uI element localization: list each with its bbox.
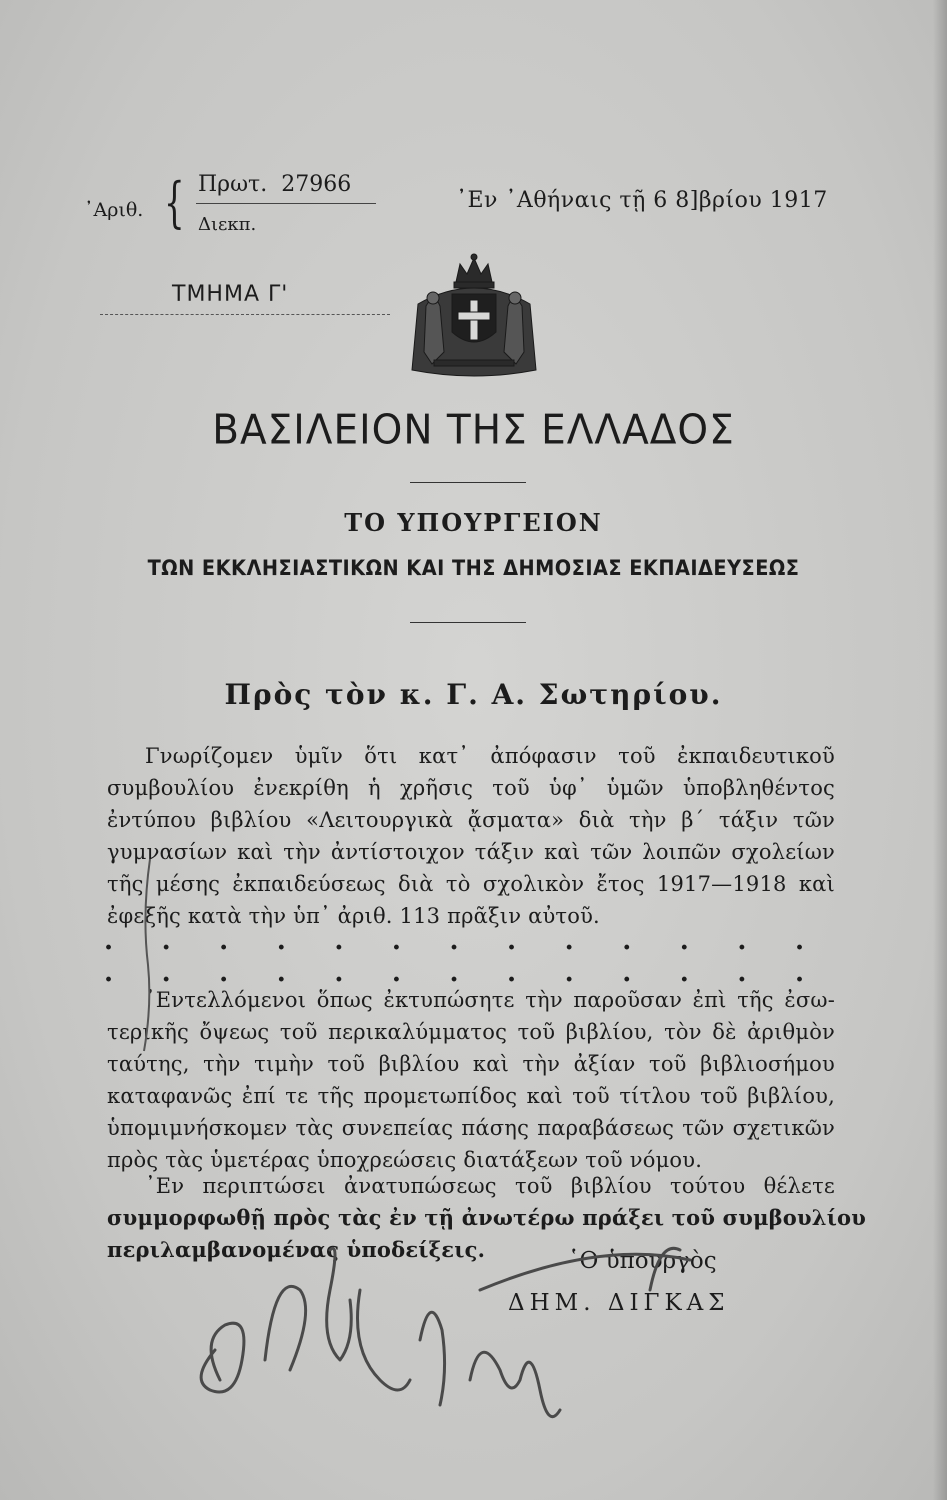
text-line: ὑπομιμνήσκομεν τὰς συνεπείας πάσης παραβάσεως τῶν σχετικῶν bbox=[107, 1116, 835, 1140]
protocol-number: 27966 bbox=[281, 172, 352, 197]
text-line: γυμνασίων καὶ τὴν ἀντίστοιχον τάξιν καὶ τῶν λοιπῶν σχολείων bbox=[107, 840, 835, 864]
dot: . bbox=[679, 958, 689, 988]
protocol-label: Πρωτ. bbox=[198, 172, 268, 197]
brace-icon: { bbox=[164, 171, 185, 234]
text-line: συμμορφωθῇ πρὸς τὰς ἐν τῇ ἀνωτέρω πράξει τοῦ συμβουλίου bbox=[107, 1205, 867, 1230]
dot: . bbox=[219, 926, 229, 956]
text-line: πρὸς τὰς ὑμετέρας ὑποχρεώσεις διατάξεων τοῦ νόμου. bbox=[107, 1148, 703, 1172]
handwritten-signature-icon bbox=[180, 1230, 740, 1480]
signature-title: ῾Ο ὑπουργὸς bbox=[568, 1248, 717, 1274]
subtitle-rule bbox=[410, 622, 526, 623]
dot: . bbox=[161, 926, 171, 956]
text-line: τῆς μέσης ἐκπαιδεύσεως διὰ τὸ σχολικὸν ἔτος 1917—1918 καὶ bbox=[107, 872, 835, 896]
dot: . bbox=[737, 958, 747, 988]
dot: . bbox=[104, 926, 114, 956]
royal-coat-of-arms-icon bbox=[404, 252, 544, 380]
text-line: ταύτης, τὴν τιμὴν τοῦ βιβλίου καὶ τὴν ἀξίαν τοῦ βιβλιοσήμου bbox=[107, 1052, 835, 1076]
dot: . bbox=[449, 926, 459, 956]
dot: . bbox=[276, 926, 286, 956]
text-line: ἐφεξῆς κατὰ τὴν ὑπ᾿ ἀριθ. 113 πρᾶξιν αὐτοῦ. bbox=[107, 904, 600, 928]
dot: . bbox=[334, 958, 344, 988]
paragraph-decision bbox=[107, 740, 835, 932]
dot: . bbox=[622, 926, 632, 956]
dot: . bbox=[737, 926, 747, 956]
text-line: τερικῆς ὄψεως τοῦ περικαλύμματος τοῦ βιβλίου, τὸν δὲ ἀριθμὸν bbox=[107, 1020, 835, 1044]
addressee: Πρὸς τὸν κ. Γ. Α. Σωτηρίου. bbox=[224, 678, 723, 711]
signature-name: ΔΗΜ. ΔΙΓΚΑΣ bbox=[508, 1290, 730, 1316]
text-line: συμβουλίου ἐνεκρίθη ἡ χρῆσις τοῦ ὑφ᾿ ὑμῶν ὑποβληθέντος bbox=[107, 776, 835, 800]
reference-block bbox=[84, 170, 384, 240]
dot: . bbox=[794, 926, 804, 956]
reference-rule bbox=[196, 203, 376, 204]
text-line: καταφανῶς ἐπί τε τῆς προμετωπίδος καὶ τοῦ τίτλου τοῦ βιβλίου, bbox=[107, 1084, 835, 1108]
text-line: ἐντύπου βιβλίου «Λειτουργικὰ ᾄσματα» διὰ τὴν β´ τάξιν τῶν bbox=[107, 808, 835, 832]
dot: . bbox=[391, 958, 401, 988]
dot: . bbox=[622, 958, 632, 988]
dot: . bbox=[104, 958, 114, 988]
page-edge-shadow bbox=[933, 0, 947, 1500]
ministry-title: ΤΟ ΥΠΟΥΡΓΕΙΟΝ bbox=[344, 508, 603, 537]
dot: . bbox=[564, 958, 574, 988]
dot: . bbox=[334, 926, 344, 956]
dot: . bbox=[391, 926, 401, 956]
text-line: ᾿Εν περιπτώσει ἀνατυπώσεως τοῦ βιβλίου τούτου θέλετε bbox=[145, 1174, 835, 1198]
document-date: ᾿Εν ᾿Αθήναις τῇ 6 8]βρίου 1917 bbox=[456, 188, 828, 213]
dot: . bbox=[276, 958, 286, 988]
protocol-line bbox=[198, 172, 351, 197]
ministry-subtitle: ΤΩΝ ΕΚΚΛΗΣΙΑΣΤΙΚΩΝ ΚΑΙ ΤΗΣ ΔΗΜΟΣΙΑΣ ΕΚΠΑΙΔΕΥΣΕΩΣ bbox=[147, 556, 800, 580]
section-rule bbox=[100, 314, 390, 315]
title-rule bbox=[410, 482, 526, 483]
diekp-label: Διεκπ. bbox=[198, 214, 257, 235]
margin-mark-icon bbox=[132, 855, 162, 1055]
section-label: ΤΜΗΜΑ Γ' bbox=[172, 282, 289, 307]
kingdom-title: ΒΑΣΙΛΕΙΟΝ ΤΗΣ ΕΛΛΑΔΟΣ bbox=[212, 406, 735, 455]
dot: . bbox=[794, 958, 804, 988]
text-line: ᾿Εντελλόμενοι ὅπως ἐκτυπώσητε τὴν παροῦσαν ἐπὶ τῆς ἐσω- bbox=[145, 988, 835, 1012]
dot: . bbox=[449, 958, 459, 988]
text-line: περιλαμβανομένας ὑποδείξεις. bbox=[107, 1237, 486, 1262]
dot: . bbox=[507, 958, 517, 988]
dot: . bbox=[679, 926, 689, 956]
dot: . bbox=[219, 958, 229, 988]
dot: . bbox=[507, 926, 517, 956]
ref-label: ᾿Αριθ. bbox=[84, 199, 144, 221]
text-line: Γνωρίζομεν ὑμῖν ὅτι κατ᾿ ἀπόφασιν τοῦ ἐκπαιδευτικοῦ bbox=[145, 744, 835, 768]
ellipsis-row bbox=[104, 926, 804, 956]
dot: . bbox=[161, 958, 171, 988]
dot: . bbox=[564, 926, 574, 956]
paragraph-instructions bbox=[107, 984, 835, 1176]
